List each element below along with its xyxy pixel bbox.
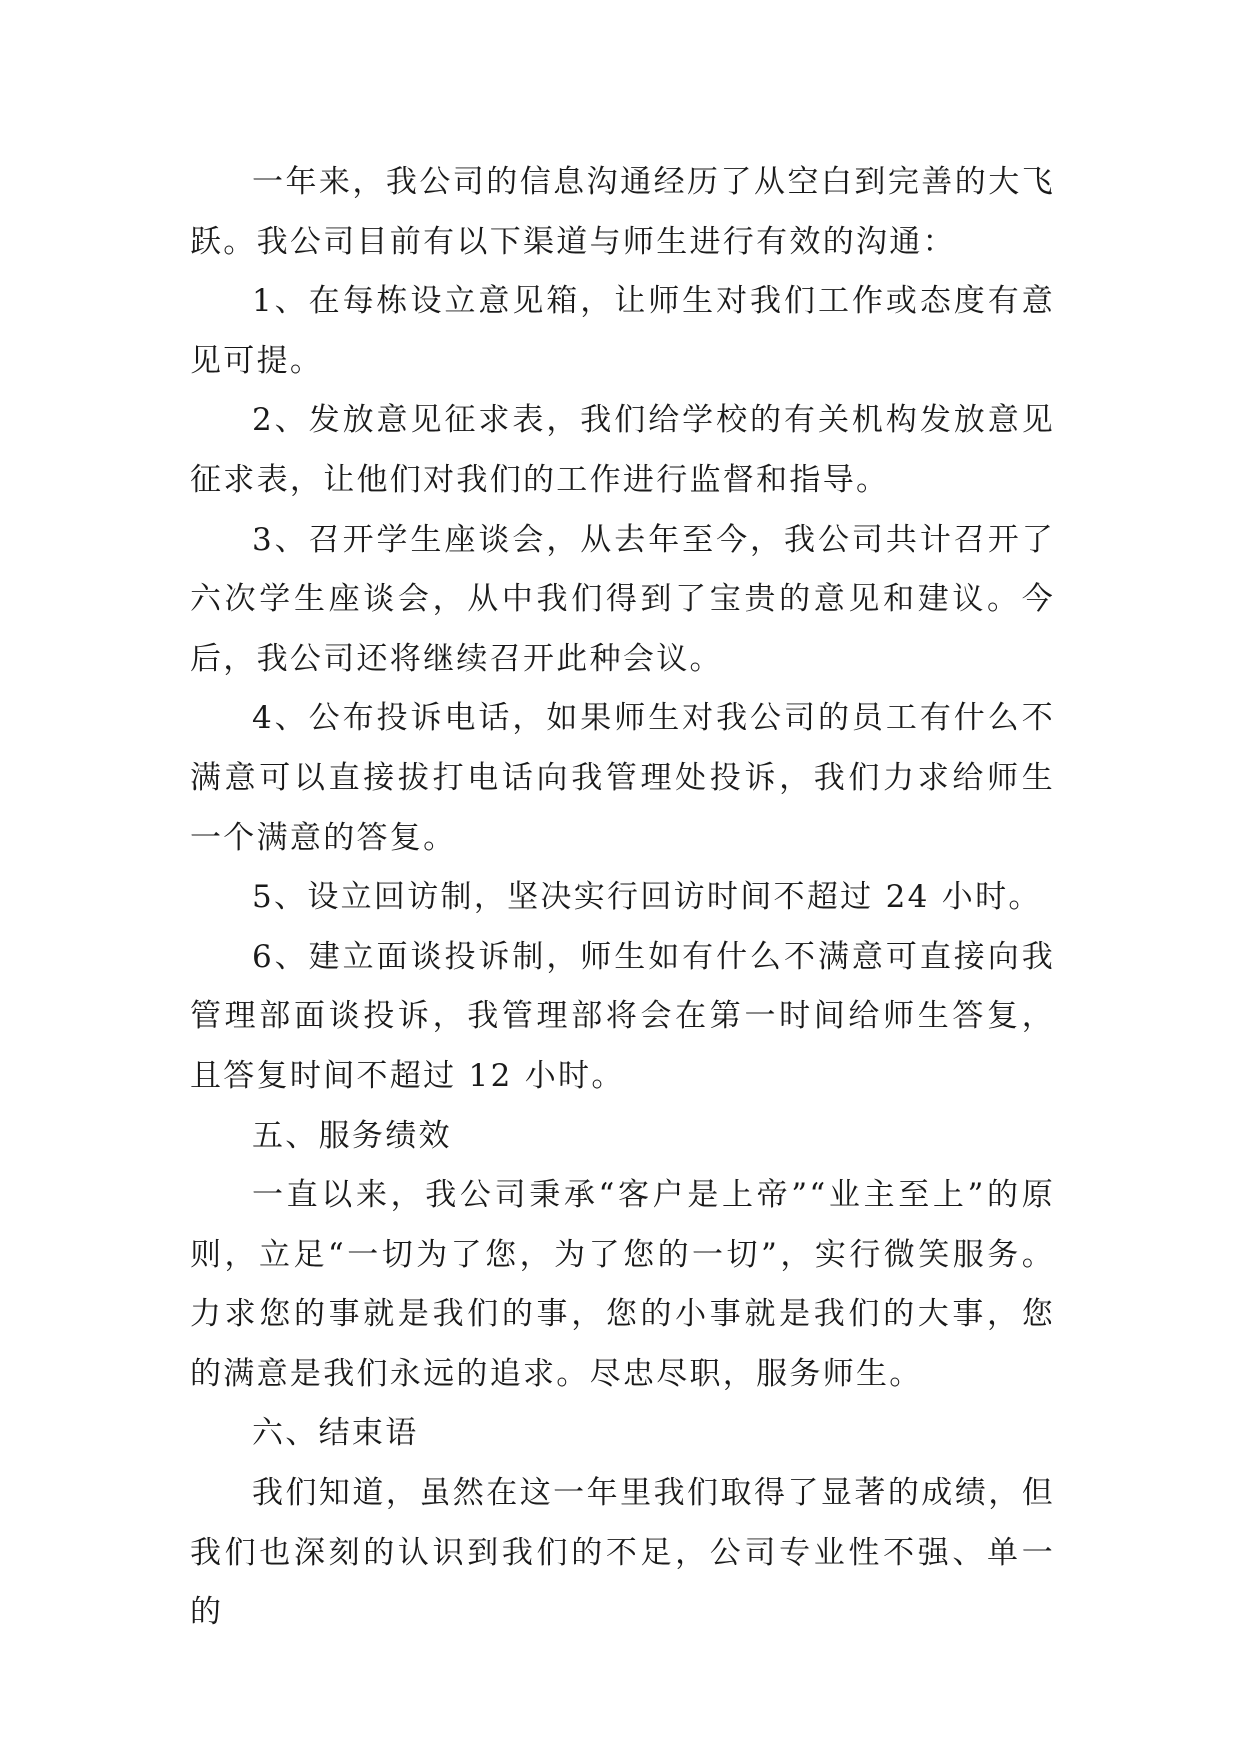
paragraph-item-1: 1、在每栋设立意见箱，让师生对我们工作或态度有意见可提。 [190,283,1055,379]
paragraph-item-5: 5、设立回访制，坚决实行回访时间不超过 24 小时。 [252,879,1042,916]
section-heading-service-performance: 五、服务绩效 [252,1117,452,1154]
section-heading-conclusion: 六、结束语 [252,1415,419,1452]
paragraph-item-4: 4、公布投诉电话，如果师生对我公司的员工有什么不满意可以直接拔打电话向我管理处投诉，我们力求给师生一个满意的答复。 [190,700,1055,856]
paragraph-conclusion: 我们知道，虽然在这一年里我们取得了显著的成绩，但我们也深刻的认识到我们的不足，公司专业性不强、单一的 [190,1475,1055,1631]
paragraph-item-2: 2、发放意见征求表，我们给学校的有关机构发放意见征求表，让他们对我们的工作进行监督和指导。 [190,402,1055,498]
document-body [190,153,1055,1643]
paragraph-item-6: 6、建立面谈投诉制，师生如有什么不满意可直接向我管理部面谈投诉，我管理部将会在第一时间给师生答复，且答复时间不超过 12 小时。 [190,938,1055,1094]
paragraph-intro: 一年来，我公司的信息沟通经历了从空白到完善的大飞跃。我公司目前有以下渠道与师生进行有效的沟通： [190,164,1055,260]
paragraph-service-performance: 一直以来，我公司秉承“客户是上帝”“业主至上”的原则，立足“一切为了您，为了您的一切”，实行微笑服务。力求您的事就是我们的事，您的小事就是我们的大事，您的满意是我们永远的追求。尽忠尽职，服务师生。 [190,1177,1055,1392]
paragraph-item-3: 3、召开学生座谈会，从去年至今，我公司共计召开了六次学生座谈会，从中我们得到了宝贵的意见和建议。今后，我公司还将继续召开此种会议。 [190,521,1055,677]
